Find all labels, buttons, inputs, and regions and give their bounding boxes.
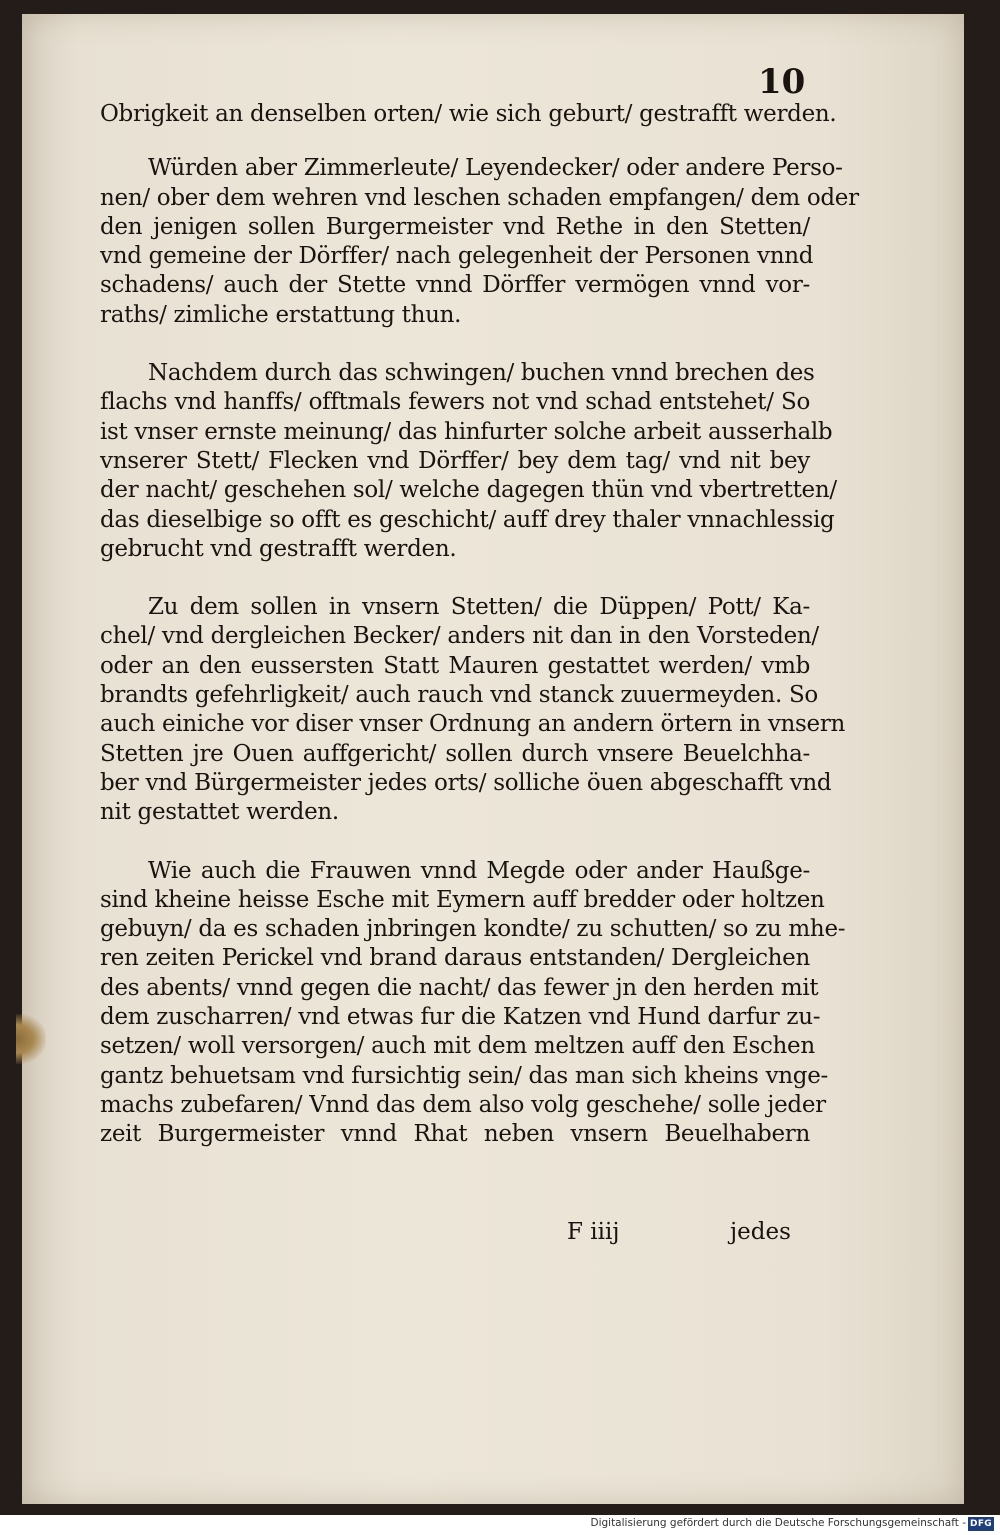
text-line: ber vnd Bürgermeister jedes orts/ solliche öuen abgeschafft vnd [100, 769, 832, 796]
text-line: chel/ vnd dergleichen Becker/ anders nit dan in den Vorsteden/ [100, 623, 819, 650]
text-line: flachs vnd hanffs/ offtmals fewers not vnd schad entstehet/ So [100, 389, 810, 416]
paragraph [100, 593, 846, 827]
paragraph [100, 154, 859, 330]
text-line: oder an den eussersten Statt Mauren gestattet werden/ vmb [100, 652, 810, 679]
text-line: raths/ zimliche erstattung thun. [100, 301, 462, 328]
text-line: vnserer Stett/ Flecken vnd Dörffer/ bey dem tag/ vnd nit bey [100, 447, 810, 474]
text-line: schadens/ auch der Stette vnnd Dörffer vermögen vnnd vor- [100, 272, 810, 299]
funding-credit: Digitalisierung gefördert durch die Deutsche Forschungsgemeinschaft - [590, 1517, 966, 1529]
text-line: Würden aber Zimmerleute/ Leyendecker/ oder andere Perso- [148, 155, 843, 182]
text-line: gebuyn/ da es schaden jnbringen kondte/ zu schutten/ so zu mhe- [100, 916, 846, 943]
catchword: jedes [730, 1219, 791, 1245]
text-line: Obrigkeit an denselben orten/ wie sich geburt/ gestrafft werden. [100, 101, 837, 127]
text-line: Wie auch die Frauwen vnnd Megde oder ander Haußge- [148, 857, 810, 884]
text-line: gantz behuetsam vnd fursichtig sein/ das man sich kheins vnge- [100, 1062, 828, 1089]
text-line: das dieselbige so offt es geschicht/ auff drey thaler vnnachlessig [100, 506, 835, 533]
text-line: nit gestattet werden. [100, 799, 339, 826]
text-line: brandts gefehrligkeit/ auch rauch vnd stanck zuuermeyden. So [100, 682, 818, 709]
footer-bar [0, 1515, 1000, 1535]
text-line: Stetten jre Ouen auffgericht/ sollen durch vnsere Beuelchha- [100, 740, 810, 767]
signature-mark: F iiij [567, 1219, 620, 1245]
text-line: der nacht/ geschehen sol/ welche dagegen thün vnd vbertretten/ [100, 477, 837, 504]
page-text [100, 100, 859, 1179]
folio-number: 10 [758, 62, 806, 102]
text-line: ist vnser ernste meinung/ das hinfurter solche arbeit ausserhalb [100, 418, 833, 445]
catchline [0, 1219, 1000, 1251]
text-line: des abents/ vnnd gegen die nacht/ das fewer jn den herden mit [100, 974, 819, 1001]
text-line: ren zeiten Perickel vnd brand daraus entstanden/ Dergleichen [100, 945, 810, 972]
text-line: Zu dem sollen in vnsern Stetten/ die Düppen/ Pott/ Ka- [148, 594, 810, 621]
text-line: vnd gemeine der Dörffer/ nach gelegenheit der Personen vnnd [100, 243, 814, 270]
text-line: den jenigen sollen Burgermeister vnd Rethe in den Stetten/ [100, 213, 810, 240]
text-line: zeit Burgermeister vnnd Rhat neben vnsern Beuelhabern [100, 1121, 810, 1148]
text-line: gebrucht vnd gestrafft werden. [100, 535, 457, 562]
opening-line-paragraph [100, 100, 837, 129]
paragraph [100, 359, 837, 564]
text-line: Nachdem durch das schwingen/ buchen vnnd brechen des [148, 360, 815, 387]
paragraph [100, 857, 846, 1150]
text-line: dem zuscharren/ vnd etwas fur die Katzen vnd Hund darfur zu- [100, 1004, 821, 1031]
text-line: sind kheine heisse Esche mit Eymern auff bredder oder holtzen [100, 886, 825, 913]
text-line: setzen/ woll versorgen/ auch mit dem meltzen auff den Eschen [100, 1033, 815, 1060]
text-line: auch einiche vor diser vnser Ordnung an andern örtern in vnsern [100, 711, 846, 738]
dfg-logo: DFG [968, 1517, 994, 1531]
page-stain [16, 1014, 46, 1064]
text-line: machs zubefaren/ Vnnd das dem also volg geschehe/ solle jeder [100, 1091, 826, 1118]
text-line: nen/ ober dem wehren vnd leschen schaden empfangen/ dem oder [100, 184, 859, 211]
